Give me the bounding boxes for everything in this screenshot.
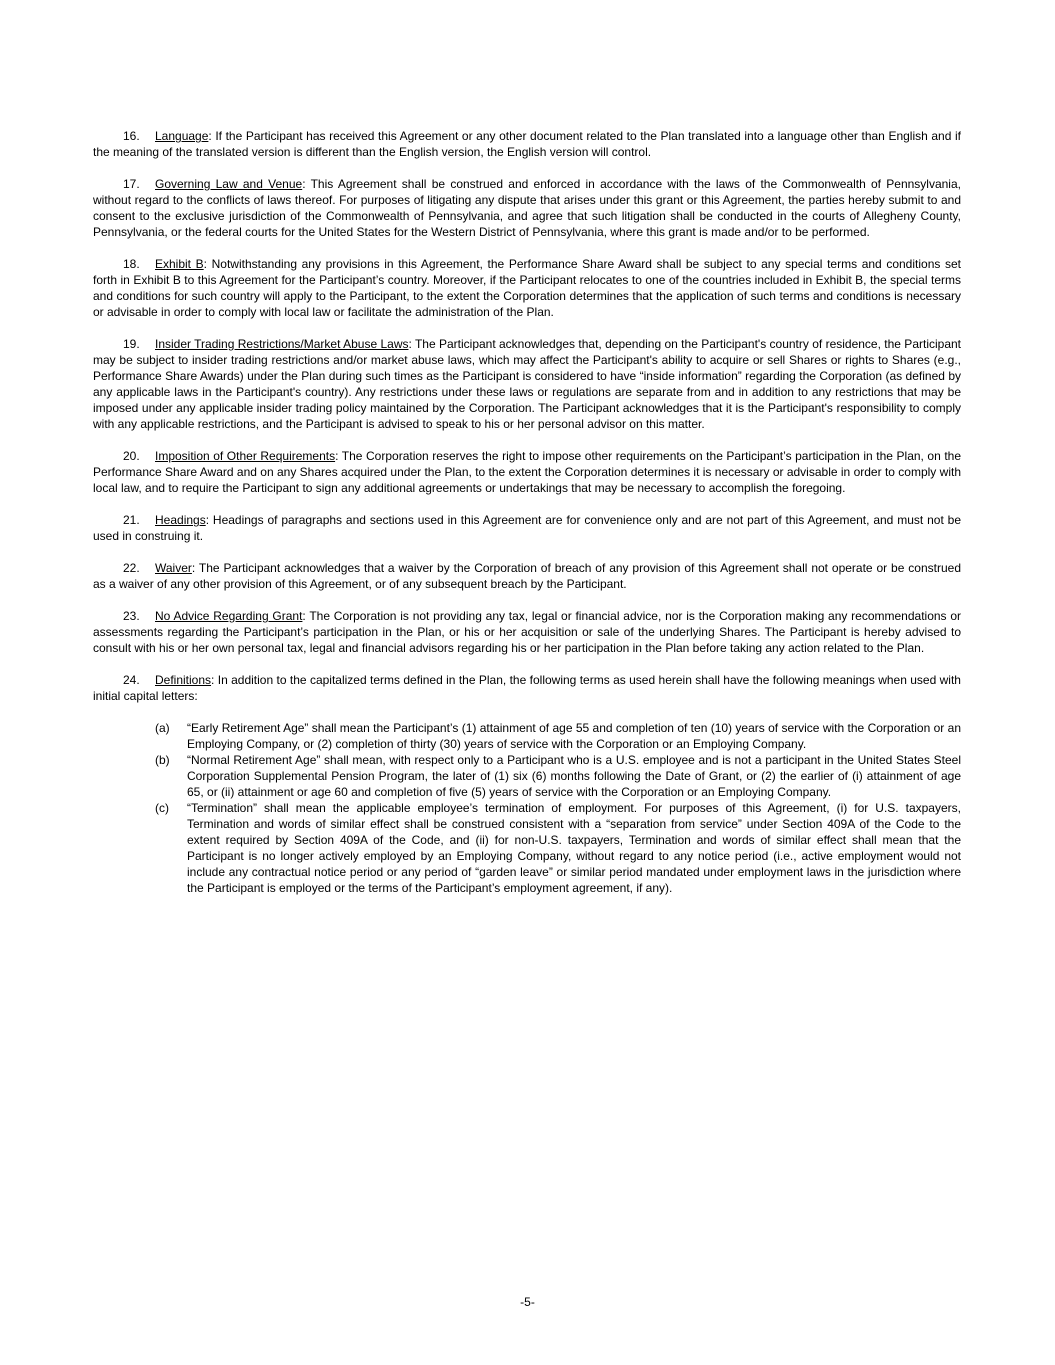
section-heading: Governing Law and Venue — [155, 177, 303, 191]
section-heading: Language — [155, 129, 209, 143]
definition-item — [155, 720, 961, 752]
section-24: 24. Definitions: In addition to the capitalized terms defined in the Plan, the following terms as used herein shall have the following meanings when used with initial capital letters: — [93, 673, 961, 703]
section-22: 22. Waiver: The Participant acknowledges that a waiver by the Corporation of breach of any provision of this Agreement shall not operate or be construed as a waiver of any other provision of this Agreement, or of any subsequent breach by the Participant. — [93, 561, 962, 591]
definition-text: “Termination” shall mean the applicable employee’s termination of employment. For purposes of this Agreement, (i) for U.S. taxpayers, Termination and words of similar effect shall be construed consistent with a “separation from service” under Section 409A of the Code to the extent required by Section 409A of the Code, and (ii) for non-U.S. taxpayers, Termination and words of similar effect shall mean that the Participant is no longer actively employed by an Employing Company, without regard to any notice period (i.e., active employment would not include any contractual notice period or any period of “garden leave” or similar period mandated under employment laws in the jurisdiction where the Participant is employed or the terms of the Participant’s employment agreement, if any). — [187, 801, 961, 895]
section-20: 20. Imposition of Other Requirements: The Corporation reserves the right to impose other requirements on the Participant’s participation in the Plan, on the Performance Share Award and on any Shares acquired under the Plan, to the extent the Corporation determines it is necessary or advisable in order to comply with local law, and to require the Participant to sign any additional agreements or undertakings that may be necessary to accomplish the foregoing. — [93, 449, 962, 495]
section-number: 21. — [123, 513, 140, 527]
section-number: 18. — [123, 257, 140, 271]
section-text: If the Participant has received this Agreement or any other document related to the Plan translated into a language other than English and if the meaning of the translated version is different than the English version, the English version will control. — [93, 129, 961, 159]
section-heading: Headings — [155, 513, 206, 527]
section-number: 16. — [123, 129, 140, 143]
document-body — [93, 128, 961, 896]
page-number: -5- — [520, 1295, 535, 1309]
section-17: 17. Governing Law and Venue: This Agreement shall be construed and enforced in accordance with the laws of the Commonwealth of Pennsylvania, without regard to the conflicts of laws thereof. For purposes of litigating any dispute that arises under this grant or this Agreement, the parties hereby submit to and consent to the exclusive jurisdiction of the Commonwealth of Pennsylvania, and agree that such litigation shall be conducted in the courts of Allegheny County, Pennsylvania, or the federal courts for the United States for the Western District of Pennsylvania, where this grant is made and/or to be performed. — [93, 177, 961, 239]
section-text: The Corporation reserves the right to impose other requirements on the Participant’s participation in the Plan, on the Performance Share Award and on any Shares acquired under the Plan, to the extent the Corporation determines it is necessary or advisable in order to comply with local law, and to require the Participant to sign any additional agreements or undertakings that may be necessary to accomplish the foregoing. — [93, 449, 962, 495]
section-19: 19. Insider Trading Restrictions/Market Abuse Laws: The Participant acknowledges that, depending on the Participant's country of residence, the Participant may be subject to insider trading restrictions and/or market abuse laws, which may affect the Participant's ability to acquire or sell Shares or rights to Shares (e.g., Performance Share Awards) under the Plan during such times as the Participant is considered to have “inside information” regarding the Corporation (as defined by any applicable laws in the Participant's country). Any restrictions under these laws or regulations are separate from and in addition to any restrictions that may be imposed under any applicable insider trading policy maintained by the Corporation. The Participant acknowledges that it is the Participant's responsibility to comply with any applicable restrictions, and the Participant is advised to speak to his or her personal advisor on this matter. — [93, 337, 962, 431]
section-text: Headings of paragraphs and sections used in this Agreement are for convenience only and are not part of this Agreement, and must not be used in construing it. — [93, 513, 961, 543]
definitions-list — [155, 720, 961, 896]
section-number: 24. — [123, 673, 140, 687]
section-text: The Participant acknowledges that, depending on the Participant's country of residence, the Participant may be subject to insider trading restrictions and/or market abuse laws, which may affect the Participant's ability to acquire or sell Shares or rights to Shares (e.g., Performance Share Awards) under the Plan during such times as the Participant is considered to have “inside information” regarding the Corporation (as defined by any applicable laws in the Participant's country). Any restrictions under these laws or regulations are separate from and in addition to any restrictions that may be imposed under any applicable insider trading policy maintained by the Corporation. The Participant acknowledges that it is the Participant's responsibility to comply with any applicable restrictions, and the Participant is advised to speak to his or her personal advisor on this matter. — [93, 337, 962, 431]
section-16: 16. Language: If the Participant has received this Agreement or any other document related to the Plan translated into a language other than English and if the meaning of the translated version is different than the English version, the English version will control. — [93, 129, 961, 159]
section-18: 18. Exhibit B: Notwithstanding any provisions in this Agreement, the Performance Share Award shall be subject to any special terms and conditions set forth in Exhibit B to this Agreement for the Participant’s country. Moreover, if the Participant relocates to one of the countries included in Exhibit B, the special terms and conditions for such country will apply to the Participant, to the extent the Corporation determines that the application of such terms and conditions is necessary or advisable in order to comply with local law or facilitate the administration of the Plan. — [93, 257, 962, 319]
definition-text: “Normal Retirement Age” shall mean, with respect only to a Participant who is a U.S. employee and is not a participant in the United States Steel Corporation Supplemental Pension Program, the later of (1) six (6) months following the Date of Grant, or (2) the earlier of (i) attainment of age 65, or (ii) attainment or age 60 and completion of five (5) years of service with the Corporation or an Employing Company. — [187, 753, 961, 799]
section-23: 23. No Advice Regarding Grant: The Corporation is not providing any tax, legal or financial advice, nor is the Corporation making any recommendations or assessments regarding the Participant’s participation in the Plan, or his or her acquisition or sale of the underlying Shares. The Participant is hereby advised to consult with his or her own personal tax, legal and financial advisors regarding his or her participation in the Plan before taking any action related to the Plan. — [93, 609, 962, 655]
section-text: In addition to the capitalized terms defined in the Plan, the following terms as used herein shall have the following meanings when used with initial capital letters: — [93, 673, 961, 703]
section-heading: Exhibit B — [155, 257, 204, 271]
section-heading: Waiver — [155, 561, 192, 575]
definition-item — [155, 752, 961, 800]
section-heading: No Advice Regarding Grant — [155, 609, 303, 623]
section-number: 19. — [123, 337, 140, 351]
definition-item — [155, 800, 961, 896]
definition-text: “Early Retirement Age” shall mean the Participant’s (1) attainment of age 55 and completion of ten (10) years of service with the Corporation or an Employing Company, or (2) completion of thirty (30) years of service with the Corporation or an Employing Company. — [187, 721, 961, 751]
definition-label: (a) — [155, 721, 170, 735]
section-21: 21. Headings: Headings of paragraphs and sections used in this Agreement are for convenience only and are not part of this Agreement, and must not be used in construing it. — [93, 513, 961, 543]
section-text: Notwithstanding any provisions in this Agreement, the Performance Share Award shall be subject to any special terms and conditions set forth in Exhibit B to this Agreement for the Participant’s country. Moreover, if the Participant relocates to one of the countries included in Exhibit B, the special terms and conditions for such country will apply to the Participant, to the extent the Corporation determines that the application of such terms and conditions is necessary or advisable in order to comply with local law or facilitate the administration of the Plan. — [93, 257, 962, 319]
section-number: 20. — [123, 449, 140, 463]
section-number: 17. — [123, 177, 140, 191]
section-heading: Insider Trading Restrictions/Market Abuse Laws — [155, 337, 409, 351]
definition-label: (c) — [155, 801, 169, 815]
section-number: 22. — [123, 561, 140, 575]
section-heading: Definitions — [155, 673, 212, 687]
section-heading: Imposition of Other Requirements — [155, 449, 336, 463]
section-text: This Agreement shall be construed and enforced in accordance with the laws of the Commonwealth of Pennsylvania, without regard to the conflicts of laws thereof. For purposes of litigating any dispute that arises under this grant or this Agreement, the parties hereby submit to and consent to the exclusive jurisdiction of the Commonwealth of Pennsylvania, and agree that such litigation shall be conducted in the courts of Allegheny County, Pennsylvania, or the federal courts for the United States for the Western District of Pennsylvania, where this grant is made and/or to be performed. — [93, 177, 961, 239]
section-text: The Corporation is not providing any tax, legal or financial advice, nor is the Corporation making any recommendations or assessments regarding the Participant’s participation in the Plan, or his or her acquisition or sale of the underlying Shares. The Participant is hereby advised to consult with his or her own personal tax, legal and financial advisors regarding his or her participation in the Plan before taking any action related to the Plan. — [93, 609, 962, 655]
section-number: 23. — [123, 609, 140, 623]
section-text: The Participant acknowledges that a waiver by the Corporation of breach of any provision of this Agreement shall not operate or be construed as a waiver of any other provision of this Agreement, or of any subsequent breach by the Participant. — [93, 561, 962, 591]
definition-label: (b) — [155, 753, 170, 767]
